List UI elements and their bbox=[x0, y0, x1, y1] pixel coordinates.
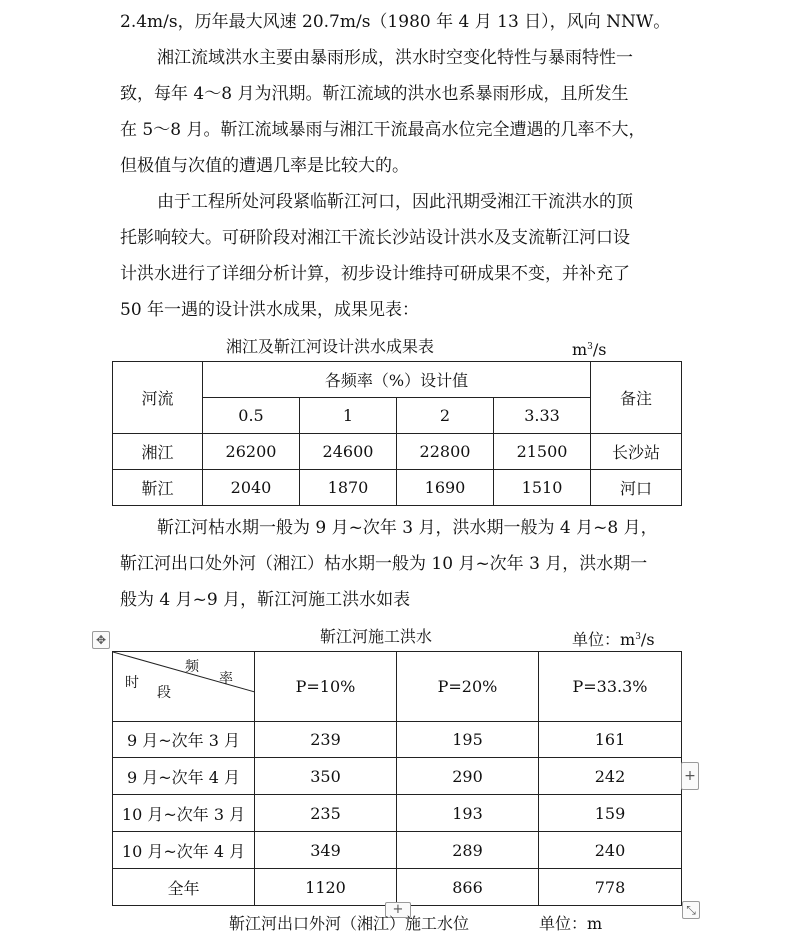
table2-unit-tail: /s bbox=[640, 630, 655, 649]
paragraph-line-3: 致，每年 4～8 月为汛期。靳江流域的洪水也系暴雨形成，且所发生 bbox=[120, 84, 629, 104]
value-cell: 24600 bbox=[300, 434, 397, 470]
design-flood-table bbox=[112, 361, 682, 506]
river-name: 湘江 bbox=[113, 434, 203, 470]
value-cell: 290 bbox=[397, 758, 539, 795]
paragraph-line-1: 2.4m/s，历年最大风速 20.7m/s（1980 年 4 月 13 日），风向 NNW。 bbox=[120, 12, 671, 32]
value-cell: 866 bbox=[397, 869, 539, 906]
value-cell: 242 bbox=[539, 758, 682, 795]
header-river: 河流 bbox=[113, 362, 203, 434]
diagonal-header-cell bbox=[113, 652, 255, 722]
paragraph-line-2: 湘江流域洪水主要由暴雨形成，洪水时空变化特性与暴雨特性一 bbox=[157, 48, 633, 68]
add-column-button[interactable]: + bbox=[681, 762, 699, 790]
table1-title: 湘江及靳江河设计洪水成果表 bbox=[226, 337, 435, 356]
note-cell: 长沙站 bbox=[591, 434, 682, 470]
value-cell: 159 bbox=[539, 795, 682, 832]
value-cell: 21500 bbox=[494, 434, 591, 470]
header-frequency: 各频率（%）设计值 bbox=[203, 362, 591, 398]
paragraph-line-6: 由于工程所处河段紧临靳江河口，因此汛期受湘江干流洪水的顶 bbox=[157, 192, 633, 212]
value-cell: 1870 bbox=[300, 470, 397, 506]
col-header: P=33.3% bbox=[539, 652, 682, 722]
table2-title: 靳江河施工洪水 bbox=[320, 627, 433, 646]
paragraph-line-8: 计洪水进行了详细分析计算，初步设计维持可研成果不变，并补充了 bbox=[120, 264, 630, 284]
table-resize-handle[interactable]: ⤡ bbox=[682, 901, 700, 919]
value-cell: 350 bbox=[255, 758, 397, 795]
corner-label-freq-2: 率 bbox=[219, 671, 233, 687]
table-row bbox=[113, 434, 682, 470]
table1-unit-sup: 3 bbox=[587, 342, 593, 352]
period-cell: 10 月~次年 3 月 bbox=[113, 795, 255, 832]
table3-title: 靳江河出口外河（湘江）施工水位 bbox=[229, 914, 470, 933]
table-row bbox=[113, 470, 682, 506]
table1-unit-base: m bbox=[572, 340, 588, 359]
value-cell: 1690 bbox=[397, 470, 494, 506]
paragraph-line-11: 靳江河出口处外河（湘江）枯水期一般为 10 月~次年 3 月，洪水期一 bbox=[120, 554, 648, 574]
paragraph-line-4: 在 5～8 月。靳江流域暴雨与湘江干流最高水位完全遭遇的几率不大， bbox=[120, 120, 646, 140]
table2-unit-sup: 3 bbox=[635, 632, 641, 642]
period-cell: 9 月~次年 3 月 bbox=[113, 722, 255, 758]
table-row bbox=[113, 795, 682, 832]
value-cell: 195 bbox=[397, 722, 539, 758]
value-cell: 778 bbox=[539, 869, 682, 906]
paragraph-line-12: 般为 4 月~9 月，靳江河施工洪水如表 bbox=[120, 590, 411, 610]
paragraph-line-7: 托影响较大。可研阶段对湘江干流长沙站设计洪水及支流靳江河口设 bbox=[120, 228, 630, 248]
paragraph-line-9: 50 年一遇的设计洪水成果，成果见表： bbox=[120, 300, 420, 320]
value-cell: 289 bbox=[397, 832, 539, 869]
add-row-button[interactable]: + bbox=[385, 902, 411, 918]
period-cell: 9 月~次年 4 月 bbox=[113, 758, 255, 795]
construction-flood-table bbox=[112, 651, 682, 906]
freq-1: 1 bbox=[300, 398, 397, 434]
value-cell: 1510 bbox=[494, 470, 591, 506]
river-name: 靳江 bbox=[113, 470, 203, 506]
table2-unit-label: 单位：m bbox=[572, 630, 636, 649]
col-header: P=10% bbox=[255, 652, 397, 722]
freq-3: 3.33 bbox=[494, 398, 591, 434]
period-cell: 10 月~次年 4 月 bbox=[113, 832, 255, 869]
corner-label-period-2: 段 bbox=[157, 685, 171, 701]
paragraph-line-5: 但极值与次值的遭遇几率是比较大的。 bbox=[120, 156, 409, 176]
table1-unit-tail: /s bbox=[592, 340, 607, 359]
value-cell: 161 bbox=[539, 722, 682, 758]
value-cell: 193 bbox=[397, 795, 539, 832]
value-cell: 26200 bbox=[203, 434, 300, 470]
note-cell: 河口 bbox=[591, 470, 682, 506]
table1-unit bbox=[572, 337, 607, 360]
table-row bbox=[113, 832, 682, 869]
value-cell: 240 bbox=[539, 832, 682, 869]
value-cell: 239 bbox=[255, 722, 397, 758]
header-note: 备注 bbox=[591, 362, 682, 434]
table-row bbox=[113, 758, 682, 795]
value-cell: 1120 bbox=[255, 869, 397, 906]
value-cell: 22800 bbox=[397, 434, 494, 470]
corner-label-freq-1: 频 bbox=[185, 659, 199, 675]
corner-label-period-1: 时 bbox=[125, 675, 139, 691]
table2-unit bbox=[572, 627, 655, 650]
freq-2: 2 bbox=[397, 398, 494, 434]
paragraph-line-10: 靳江河枯水期一般为 9 月~次年 3 月，洪水期一般为 4 月~8 月， bbox=[157, 518, 658, 538]
value-cell: 349 bbox=[255, 832, 397, 869]
value-cell: 2040 bbox=[203, 470, 300, 506]
period-cell: 全年 bbox=[113, 869, 255, 906]
value-cell: 235 bbox=[255, 795, 397, 832]
col-header: P=20% bbox=[397, 652, 539, 722]
table-row bbox=[113, 869, 682, 906]
freq-0: 0.5 bbox=[203, 398, 300, 434]
table-move-handle[interactable]: ✥ bbox=[92, 631, 110, 649]
table3-unit: 单位：m bbox=[539, 914, 603, 933]
table-row bbox=[113, 722, 682, 758]
